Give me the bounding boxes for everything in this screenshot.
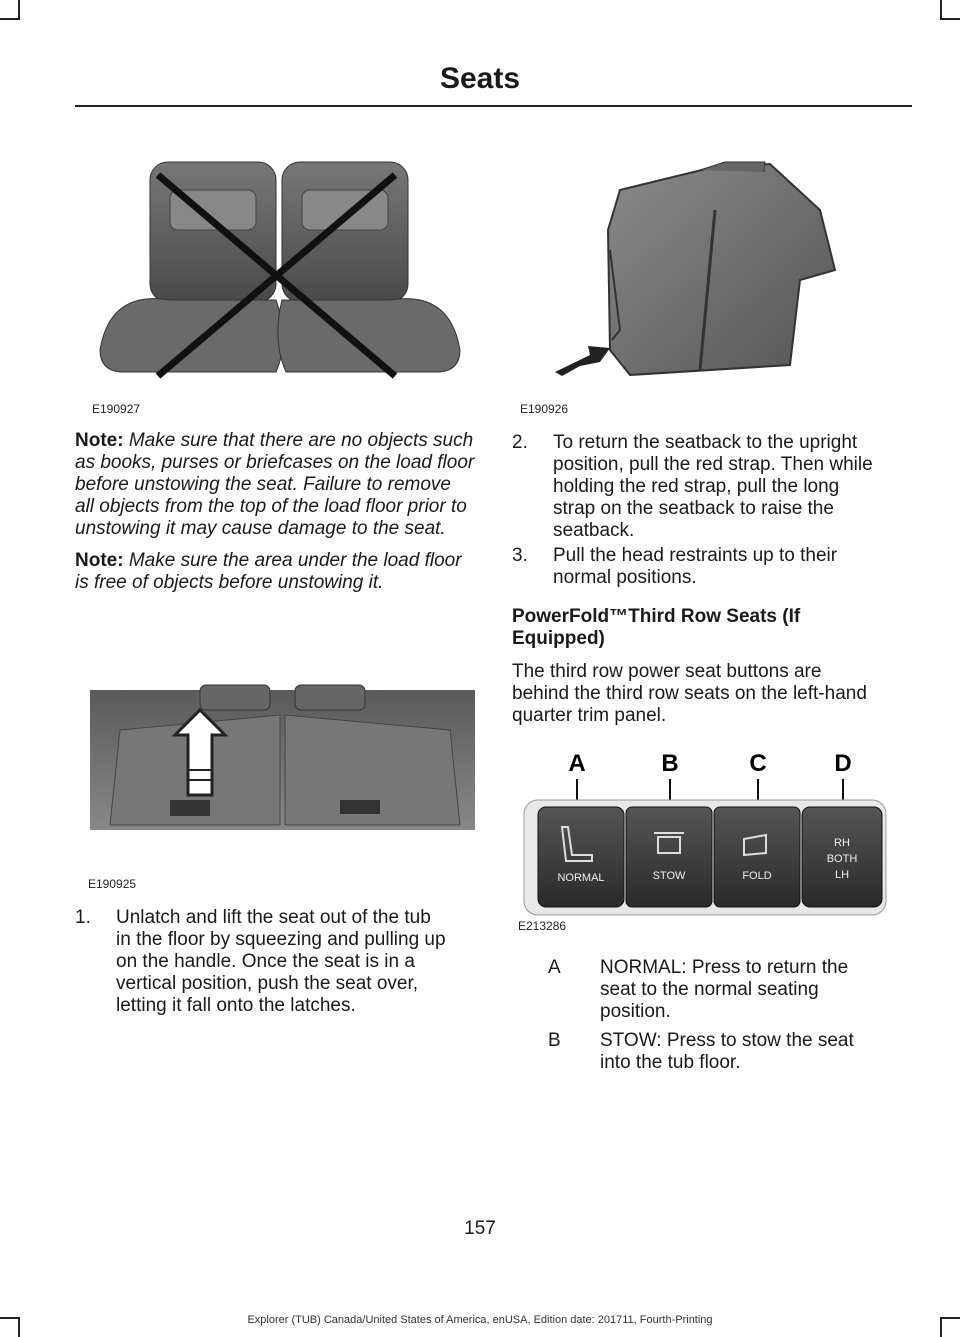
definition-a [548, 957, 908, 1027]
rh-label: RH [834, 837, 850, 849]
heading-line: Equipped) [512, 628, 605, 649]
fold-button-label: FOLD [742, 870, 772, 882]
definition-value [600, 957, 900, 1023]
note-paragraph [75, 430, 475, 540]
folded-seat-icon [550, 150, 840, 390]
text-line: letting it fall onto the latches. [116, 995, 356, 1016]
text-line: To return the seatback to the upright [553, 432, 858, 453]
text-line: STOW: Press to stow the seat [600, 1030, 854, 1051]
crop-mark [940, 0, 942, 20]
text-line: seat to the normal seating [600, 979, 819, 1000]
text-line: behind the third row seats on the left-hand [512, 683, 867, 704]
definition-value [600, 1030, 900, 1074]
figure-label: E190926 [520, 402, 569, 416]
note-lead: Note: [75, 430, 124, 451]
text-line: NORMAL: Press to return the [600, 957, 849, 978]
both-label: BOTH [826, 853, 858, 865]
step-1 [75, 907, 475, 1022]
note-text: Make sure the area under the load floor is free of objects before unstowing it. [75, 550, 462, 593]
seat-button-panel [520, 745, 890, 920]
section-intro [512, 661, 912, 727]
stow-button-label: STOW [652, 870, 686, 882]
lh-label: LH [834, 869, 850, 881]
step-text [116, 907, 446, 1017]
figure-folded-seat [550, 150, 840, 390]
crop-mark [0, 18, 20, 20]
text-line: position. [600, 1001, 671, 1022]
section-heading [512, 606, 912, 650]
callout-a: A [568, 750, 586, 777]
callout-b: B [661, 750, 679, 777]
text-line: into the tub floor. [600, 1052, 741, 1073]
page-footer: Explorer (TUB) Canada/United States of America, enUSA, Edition date: 201711, Fourth-Printing [247, 1314, 713, 1326]
figure-load-floor [90, 680, 475, 850]
step-3 [512, 545, 912, 591]
note-lead: Note: [75, 550, 124, 571]
crop-mark [940, 18, 960, 20]
page-number: 157 [464, 1218, 496, 1239]
text-line: on the handle. Once the seat is in a [116, 951, 415, 972]
definition-key: A [548, 957, 561, 978]
notes-block [75, 430, 475, 604]
text-line: quarter trim panel. [512, 705, 667, 726]
figure-label: E190925 [88, 877, 137, 891]
figure-label: E213286 [518, 919, 567, 933]
load-floor-icon [90, 680, 475, 850]
text-line: The third row power seat buttons are [512, 661, 822, 682]
header-rule [75, 105, 912, 107]
page-title: Seats [439, 62, 521, 95]
normal-button-label: NORMAL [557, 872, 605, 884]
text-line: vertical position, push the seat over, [116, 973, 419, 994]
step-text [553, 545, 837, 589]
definition-b [548, 1030, 908, 1076]
text-line: holding the red strap, pull the long [553, 476, 840, 497]
seats-with-cross-icon [90, 150, 470, 390]
step-text [553, 432, 873, 542]
text-line: normal positions. [553, 567, 697, 588]
crop-mark [18, 0, 20, 20]
text-line: in the floor by squeezing and pulling up [116, 929, 446, 950]
text-line: Unlatch and lift the seat out of the tub [116, 907, 431, 928]
note-paragraph [75, 550, 475, 594]
callout-c: C [749, 750, 767, 777]
step-number: 3. [512, 545, 528, 566]
definition-key: B [548, 1030, 561, 1051]
figure-button-panel [520, 745, 890, 920]
step-2 [512, 432, 912, 547]
text-line: position, pull the red strap. Then while [553, 454, 873, 475]
heading-line: PowerFold™Third Row Seats (If [512, 606, 801, 627]
text-line: Pull the head restraints up to their [553, 545, 838, 566]
step-number: 2. [512, 432, 528, 453]
text-line: strap on the seatback to raise the [553, 498, 834, 519]
figure-seats-crossed [90, 150, 470, 390]
note-text: Make sure that there are no objects such as books, purses or briefcases on the load floor before unstowing the seat. Failure to remove all objects from the top of the load floor prior to unstowing it may cause damage to the seat. [75, 430, 475, 539]
step-number: 1. [75, 907, 91, 928]
figure-label: E190927 [92, 402, 141, 416]
text-line: seatback. [553, 520, 635, 541]
callout-d: D [834, 750, 852, 777]
